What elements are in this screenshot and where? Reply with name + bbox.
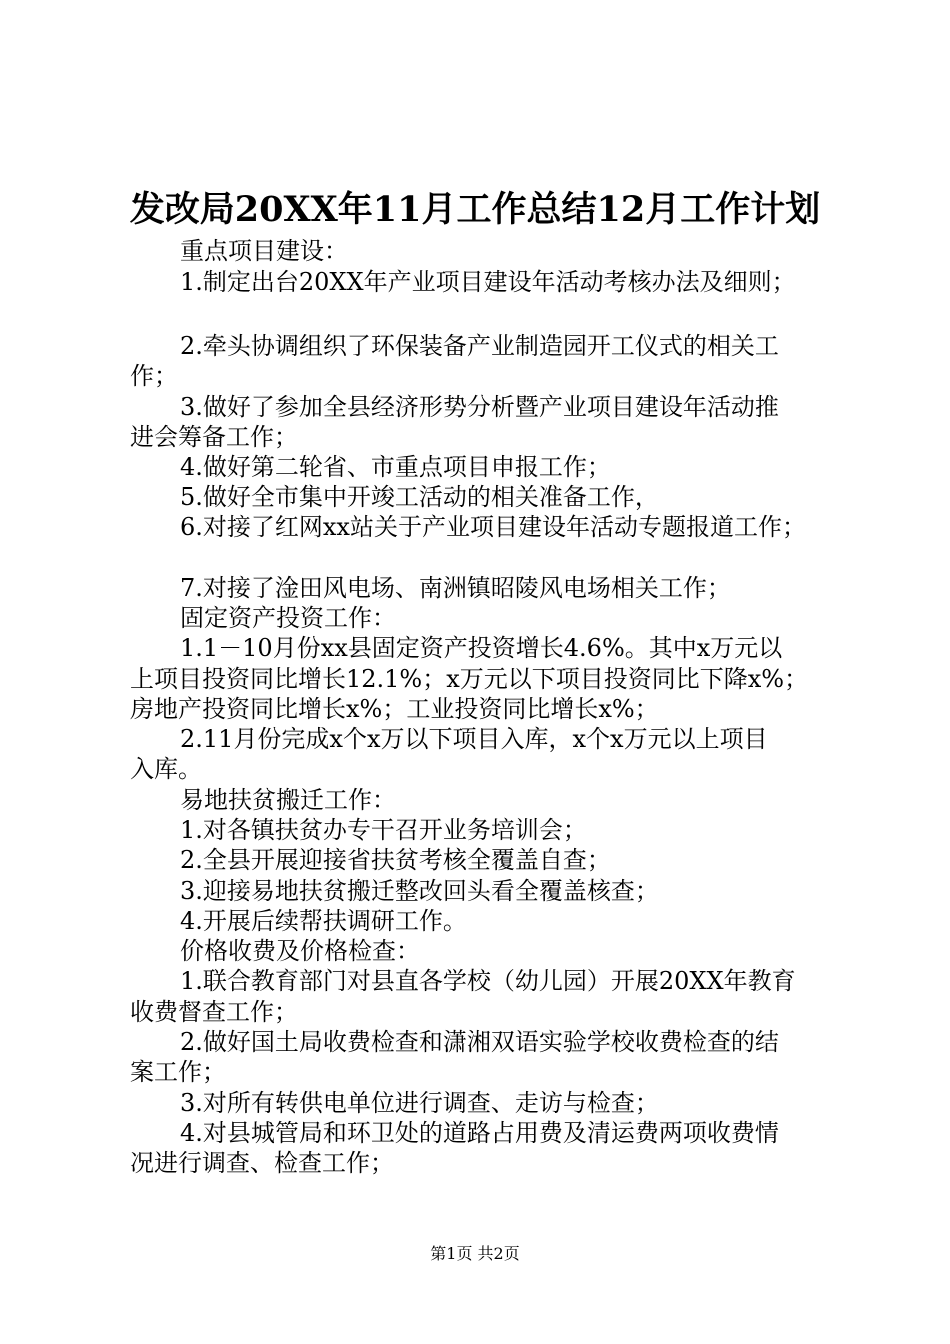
text-line: 固定资产投资工作： (180, 604, 396, 632)
text-line: 5.做好全市集中开竣工活动的相关准备工作， (180, 483, 659, 511)
text-line: 易地扶贫搬迁工作： (180, 786, 396, 814)
text-line: 房地产投资同比增长x%；工业投资同比增长x%； (130, 695, 659, 723)
text-line: 2.全县开展迎接省扶贫考核全覆盖自查； (180, 846, 611, 874)
text-line: 价格收费及价格检查： (180, 937, 420, 965)
text-line: 1.1－10月份xx县固定资产投资增长4.6%。其中x万元以 (180, 634, 783, 662)
text-line: 作； (130, 362, 178, 390)
text-line: 收费督查工作； (130, 998, 298, 1026)
text-line: 2.做好国土局收费检查和潇湘双语实验学校收费检查的结 (180, 1028, 779, 1056)
text-line: 案工作； (130, 1058, 226, 1086)
text-line: 进会筹备工作； (130, 423, 298, 451)
text-line: 1.对各镇扶贫办专干召开业务培训会； (180, 816, 587, 844)
text-line: 入库。 (130, 755, 202, 783)
text-line: 上项目投资同比增长12.1%；x万元以下项目投资同比下降x%； (130, 665, 809, 693)
text-line: 3.对所有转供电单位进行调查、走访与检查； (180, 1089, 659, 1117)
text-line: 3.做好了参加全县经济形势分析暨产业项目建设年活动推 (180, 393, 779, 421)
text-line: 3.迎接易地扶贫搬迁整改回头看全覆盖核查； (180, 877, 659, 905)
text-line: 4.对县城管局和环卫处的道路占用费及清运费两项收费情 (180, 1119, 779, 1147)
text-line: 6.对接了红网xx站关于产业项目建设年活动专题报道工作； (180, 513, 806, 541)
text-line: 1.联合教育部门对县直各学校（幼儿园）开展20XX年教育 (180, 967, 796, 995)
text-line: 2.11月份完成x个x万以下项目入库，x个x万元以上项目 (180, 725, 768, 753)
document-title: 发改局20XX年11月工作总结12月工作计划 (129, 189, 821, 230)
text-line: 2.牵头协调组织了环保装备产业制造园开工仪式的相关工 (180, 332, 779, 360)
text-line: 重点项目建设： (180, 237, 348, 265)
page-footer: 第1页 共2页 (430, 1244, 520, 1263)
text-line: 4.做好第二轮省、市重点项目申报工作； (180, 453, 611, 481)
text-line: 7.对接了淦田风电场、南洲镇昭陵风电场相关工作； (180, 574, 731, 602)
text-line: 4.开展后续帮扶调研工作。 (180, 907, 467, 935)
text-line: 1.制定出台20XX年产业项目建设年活动考核办法及细则； (180, 268, 796, 296)
text-line: 况进行调查、检查工作； (130, 1149, 394, 1177)
